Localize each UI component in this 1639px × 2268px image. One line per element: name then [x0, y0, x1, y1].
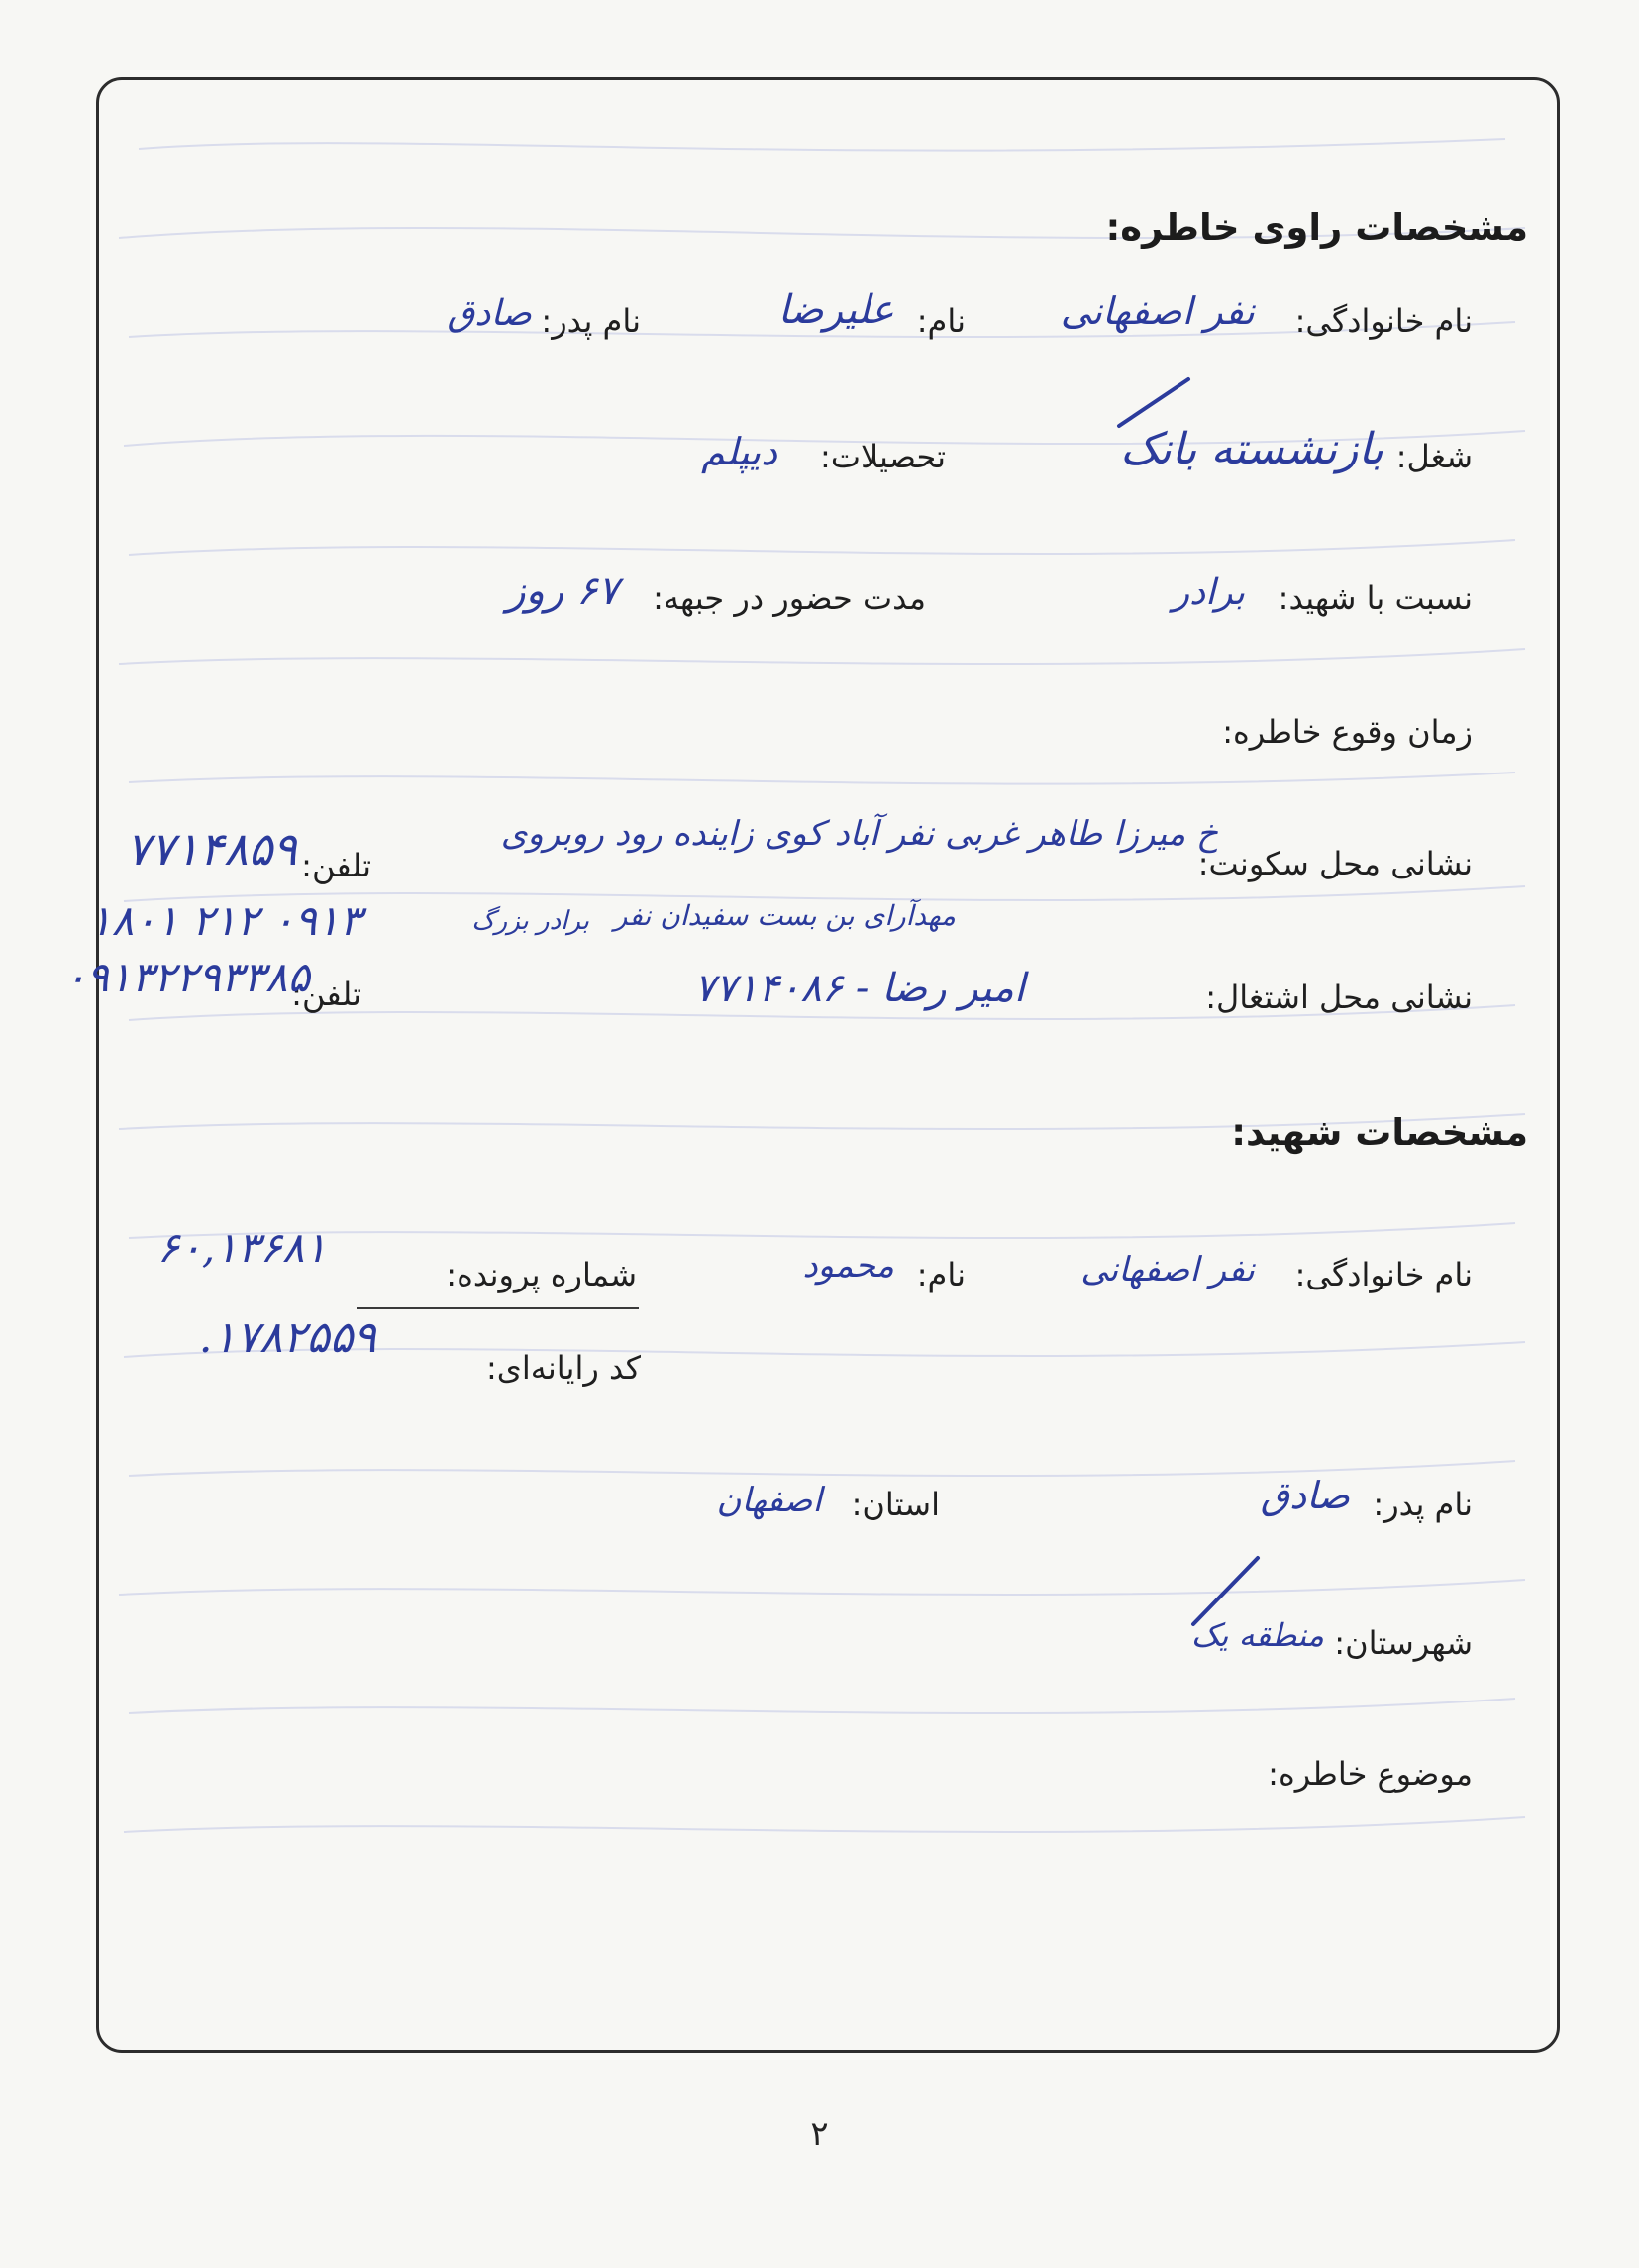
narrator-education-label: تحصیلات:	[820, 438, 946, 475]
martyr-code-value: ۱۷۸۲۵۵۹.	[198, 1312, 376, 1363]
narrator-first-name-value: علیرضا	[777, 287, 894, 333]
narrator-father-value: صادق	[447, 293, 532, 334]
narrator-section-heading: مشخصات راوی خاطره:	[1105, 206, 1528, 249]
martyr-province-label: استان:	[851, 1486, 940, 1523]
martyr-father-value: صادق	[1260, 1474, 1350, 1517]
narrator-work-phone-label: تلفن:	[291, 976, 361, 1013]
narrator-family-label: نام خانوادگی:	[1294, 302, 1473, 340]
narrator-address-value: خ میرزا طاهر غربی نفر آباد کوی زاینده رود روبروی	[500, 814, 1218, 854]
martyr-first-name-value: محمود	[802, 1246, 894, 1286]
martyr-family-value: نفر اصفهانی	[1080, 1250, 1255, 1289]
martyr-file-label: شماره پرونده:	[446, 1256, 637, 1293]
martyr-file-value: ۶۰,۱۳۶۸۱	[156, 1223, 327, 1272]
martyr-city-value: منطقه یک	[1190, 1616, 1324, 1654]
handwritten-check-mark-1	[1109, 371, 1198, 431]
narrator-family-value: نفر اصفهانی	[1060, 289, 1255, 333]
narrator-relation-value: برادر	[1172, 572, 1245, 613]
martyr-family-label: نام خانوادگی:	[1294, 1256, 1473, 1293]
narrator-phone-label: تلفن:	[301, 847, 371, 884]
martyr-code-label: کد رایانه‌ای:	[486, 1349, 641, 1387]
narrator-first-name-label: نام:	[916, 302, 966, 340]
narrator-phone-note: برادر بزرگ	[471, 906, 589, 936]
narrator-duration-value: ۶۷ روز	[506, 568, 619, 614]
narrator-work-label: نشانی محل اشتغال:	[1205, 979, 1473, 1016]
martyr-father-label: نام پدر:	[1373, 1486, 1473, 1523]
martyr-first-name-label: نام:	[916, 1256, 966, 1293]
page-number: ۲	[810, 2114, 829, 2154]
handwritten-check-mark-2	[1183, 1550, 1273, 1629]
martyr-section-heading: مشخصات شهید:	[1231, 1111, 1528, 1154]
narrator-address-value-2: مهدآرای بن بست سفیدان نفر	[613, 899, 956, 932]
narrator-job-label: شغل:	[1395, 438, 1473, 475]
narrator-address-label: نشانی محل سکونت:	[1197, 845, 1473, 882]
narrator-time-label: زمان وقوع خاطره:	[1222, 713, 1473, 751]
martyr-topic-label: موضوع خاطره:	[1268, 1755, 1473, 1793]
narrator-duration-label: مدت حضور در جبهه:	[653, 579, 926, 617]
narrator-phone-value-2: ۰۹۱۳ ۲۱۲ ۱۸۰۱	[89, 896, 361, 945]
narrator-father-label: نام پدر:	[541, 302, 641, 340]
martyr-province-value: اصفهان	[716, 1481, 822, 1520]
martyr-city-label: شهرستان:	[1334, 1624, 1473, 1662]
narrator-work-value: امیر رضا - ۷۷۱۴۰۸۶	[693, 966, 1025, 1011]
narrator-phone-value: ۷۷۱۴۸۵۹	[126, 822, 297, 876]
narrator-work-phone-value: ۰۹۱۳۲۲۹۳۳۸۵	[63, 953, 310, 1001]
file-number-underline	[357, 1307, 639, 1309]
narrator-education-value: دیپلم	[701, 430, 777, 473]
narrator-job-value: بازنشسته بانک	[1120, 424, 1383, 474]
narrator-relation-label: نسبت با شهید:	[1278, 579, 1473, 617]
